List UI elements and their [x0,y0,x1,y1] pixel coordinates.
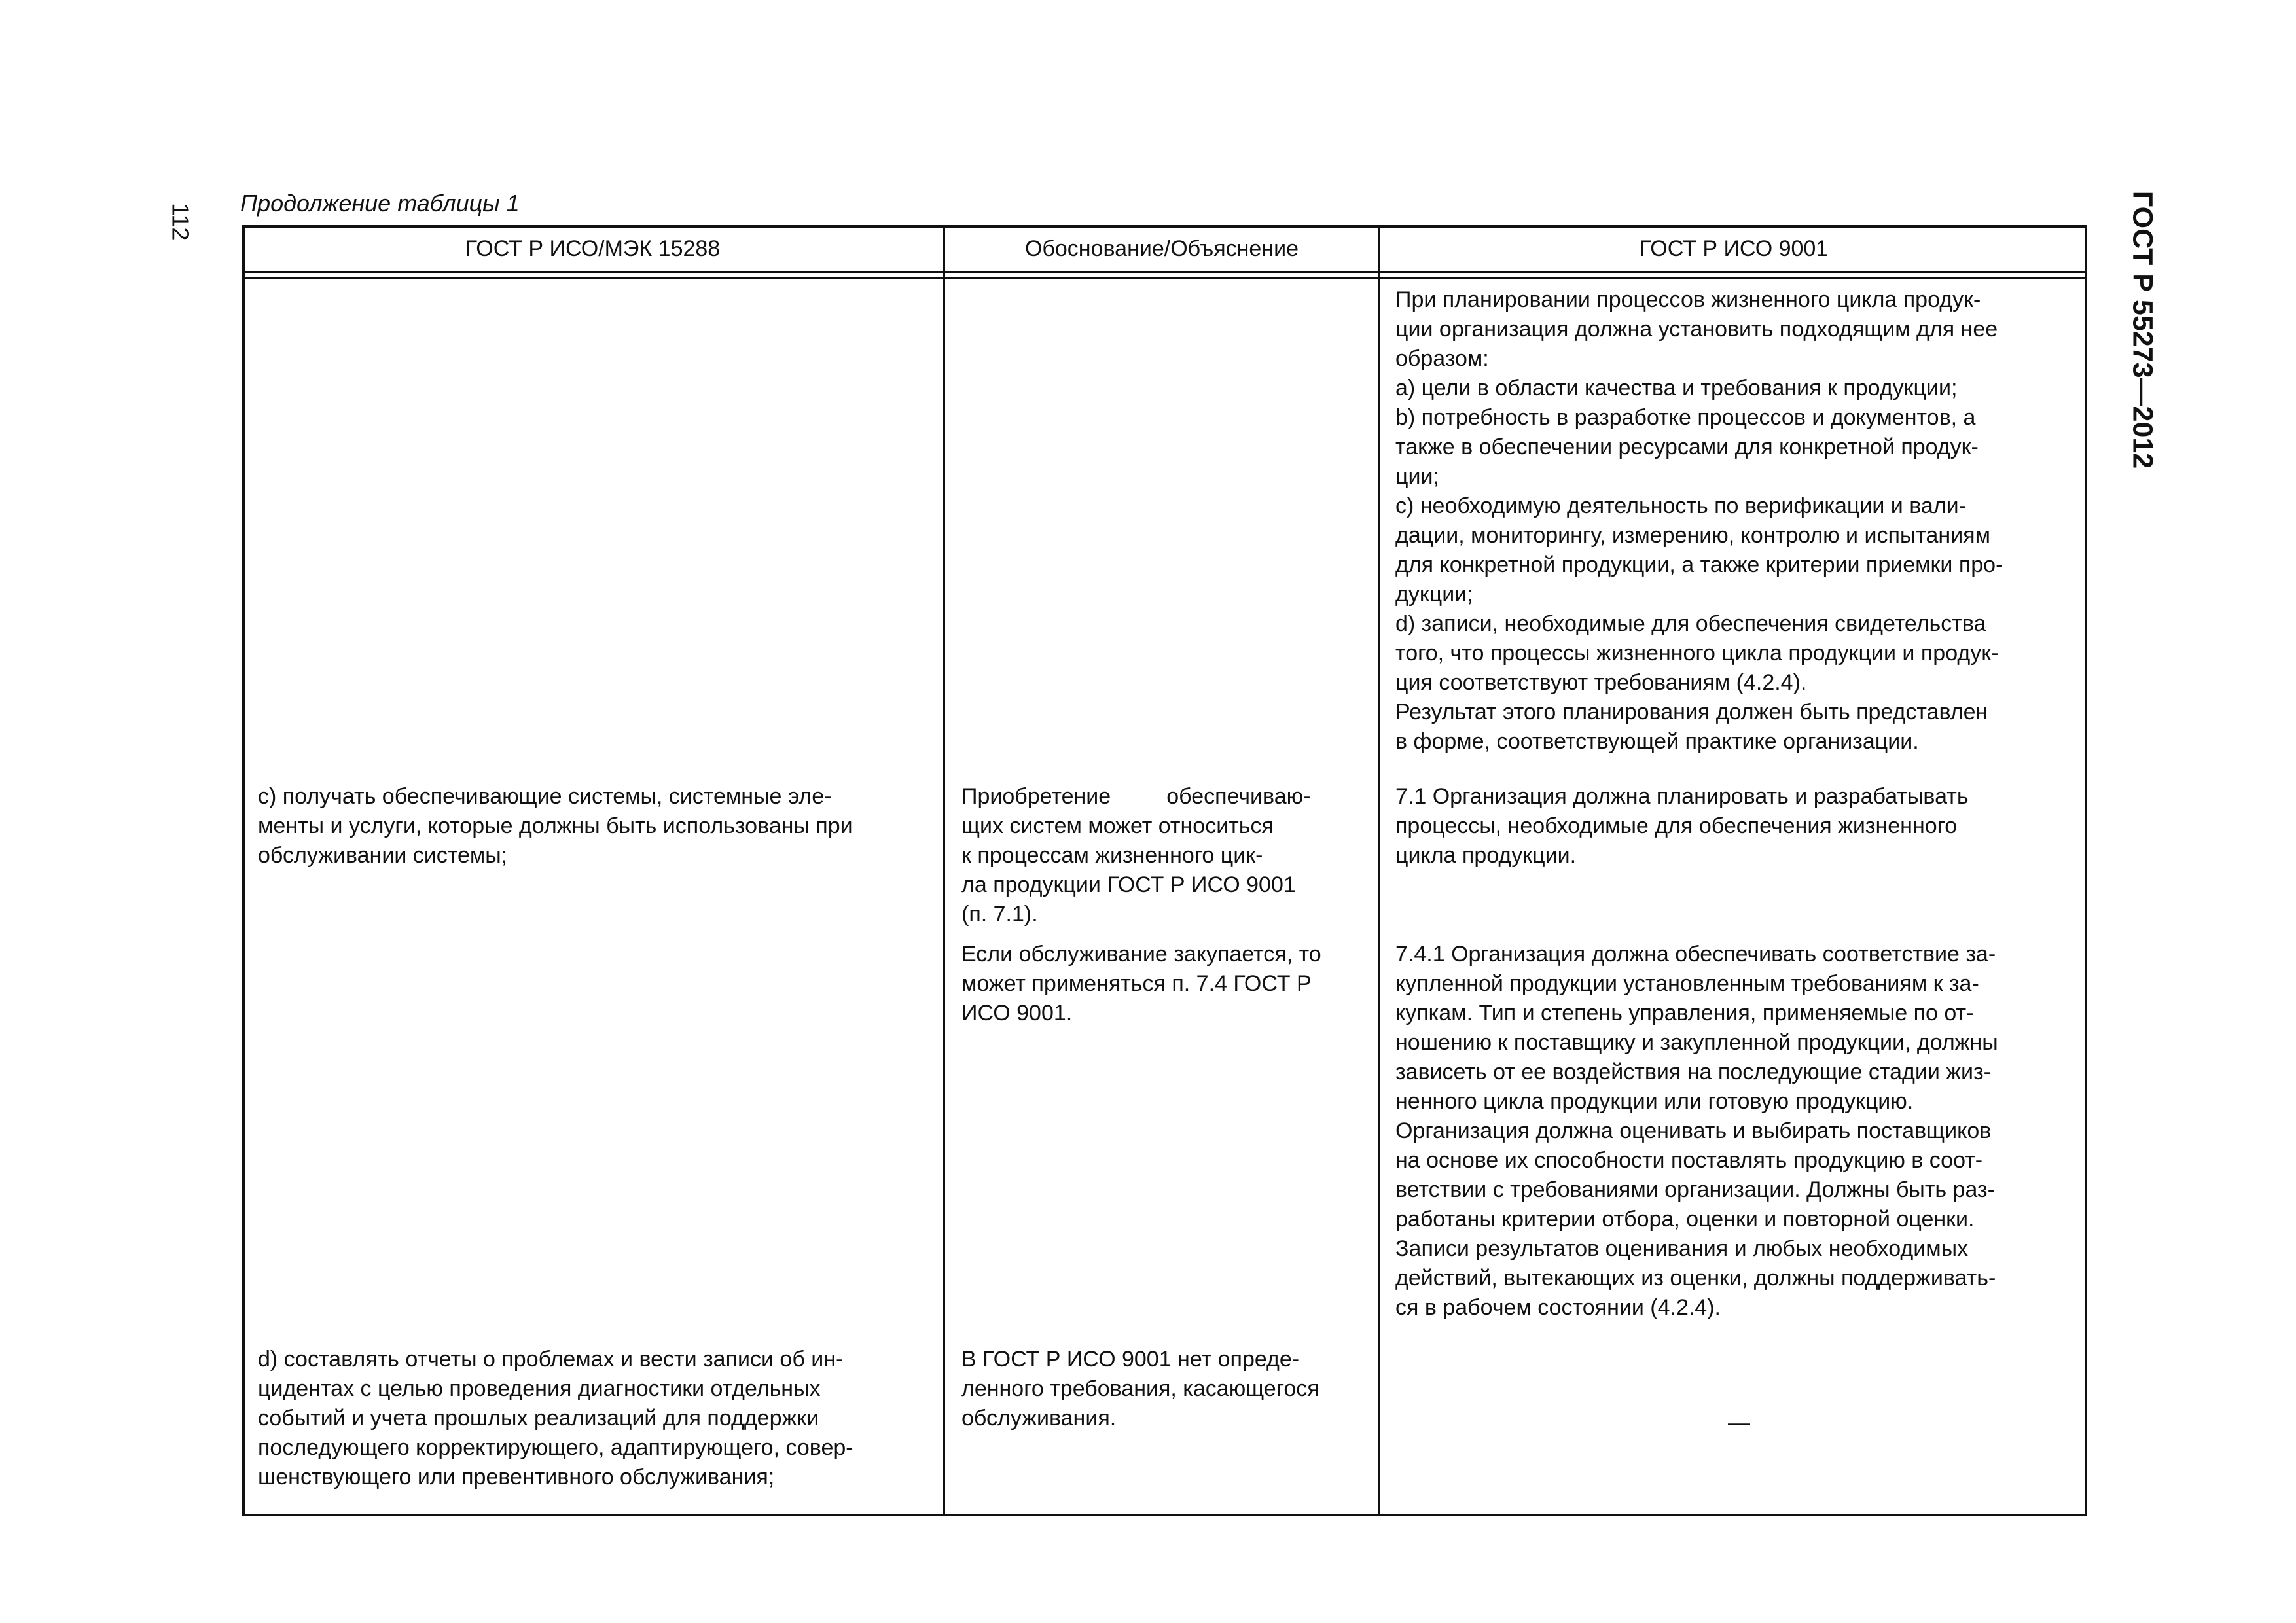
row-2-col-3: 7.1 Организация должна планировать и разрабатывать процессы, необходимые для обеспечения жизненного цикла продукции. [1395,784,1969,868]
row-3-col-3: 7.4.1 Организация должна обеспечивать соответствие за- купленной продукции установленным требованиям к за- купкам. Тип и степень управления, применяемые по от- ношению к поставщику и закупленной продукции, должны зависеть от ее воздействия на последующие стадии жиз- ненного цикла продукции или готовую продукцию. Организация должна оценивать и выбирать поставщиков на основе их способности поставлять продукцию в соот- ветствии с требованиями организации. Должны быть раз- работаны критерии отбора, оценки и повторной оценки. Записи результатов оценивания и любых необходимых действий, вытекающих из оценки, должны поддерживать- ся в рабочем состоянии (4.2.4). [1395,942,1998,1320]
header-col-2: Обоснование/Объяснение [1024,236,1299,261]
row-4-col-2: В ГОСТ Р ИСО 9001 нет опреде- ленного требования, касающегося обслуживания. [961,1347,1319,1431]
row-1-col-3: При планировании процессов жизненного цикла продук- ции организация должна установить подходящим для нее образом: a) цели в области качества и требования к продукции; b) потребность в разработке процессов и документов, а также в обеспечении ресурсами для конкретной продук- ции; c) необходимую деятельность по верификации и вали- дации, мониторингу, измерению, контролю и испытаниям для конкретной продукции, а также критерии приемки про- дукции; d) записи, необходимые для обеспечения свидетельства того, что процессы жизненного цикла продукции и продук- ция соответствуют требованиям (4.2.4). Результат этого планирования должен быть представлен в форме, соответствующей практике организации. [1395,287,2003,754]
row-4-col-3-dash: — [1728,1410,1750,1435]
header-col-3: ГОСТ Р ИСО 9001 [1639,236,1829,261]
column-divider [1378,225,1380,1516]
header-col-1: ГОСТ Р ИСО/МЭК 15288 [465,236,721,261]
row-2-col-1: c) получать обеспечивающие системы, системные эле- менты и услуги, которые должны быть использованы при обслуживании системы; [258,784,853,868]
column-divider [943,225,945,1516]
header-separator-double [242,277,2087,279]
row-2-col-2: Приобретение обеспечиваю- щих систем может относиться к процессам жизненного цик- ла продукции ГОСТ Р ИСО 9001 (п. 7.1). [961,784,1311,927]
document-code: ГОСТ Р 55273—2012 [2126,190,2159,469]
table-caption: Продолжение таблицы 1 [240,190,520,217]
row-4-col-1: d) составлять отчеты о проблемах и вести записи об ин- цидентах с целью проведения диагностики отдельных событий и учета прошлых реализаций для поддержки последующего корректирующего, адаптирующего, совер- шенствующего или превентивного обслуживания; [258,1347,853,1489]
row-3-col-2: Если обслуживание закупается, то может применяться п. 7.4 ГОСТ Р ИСО 9001. [961,942,1321,1026]
page-number: 112 [167,203,194,241]
